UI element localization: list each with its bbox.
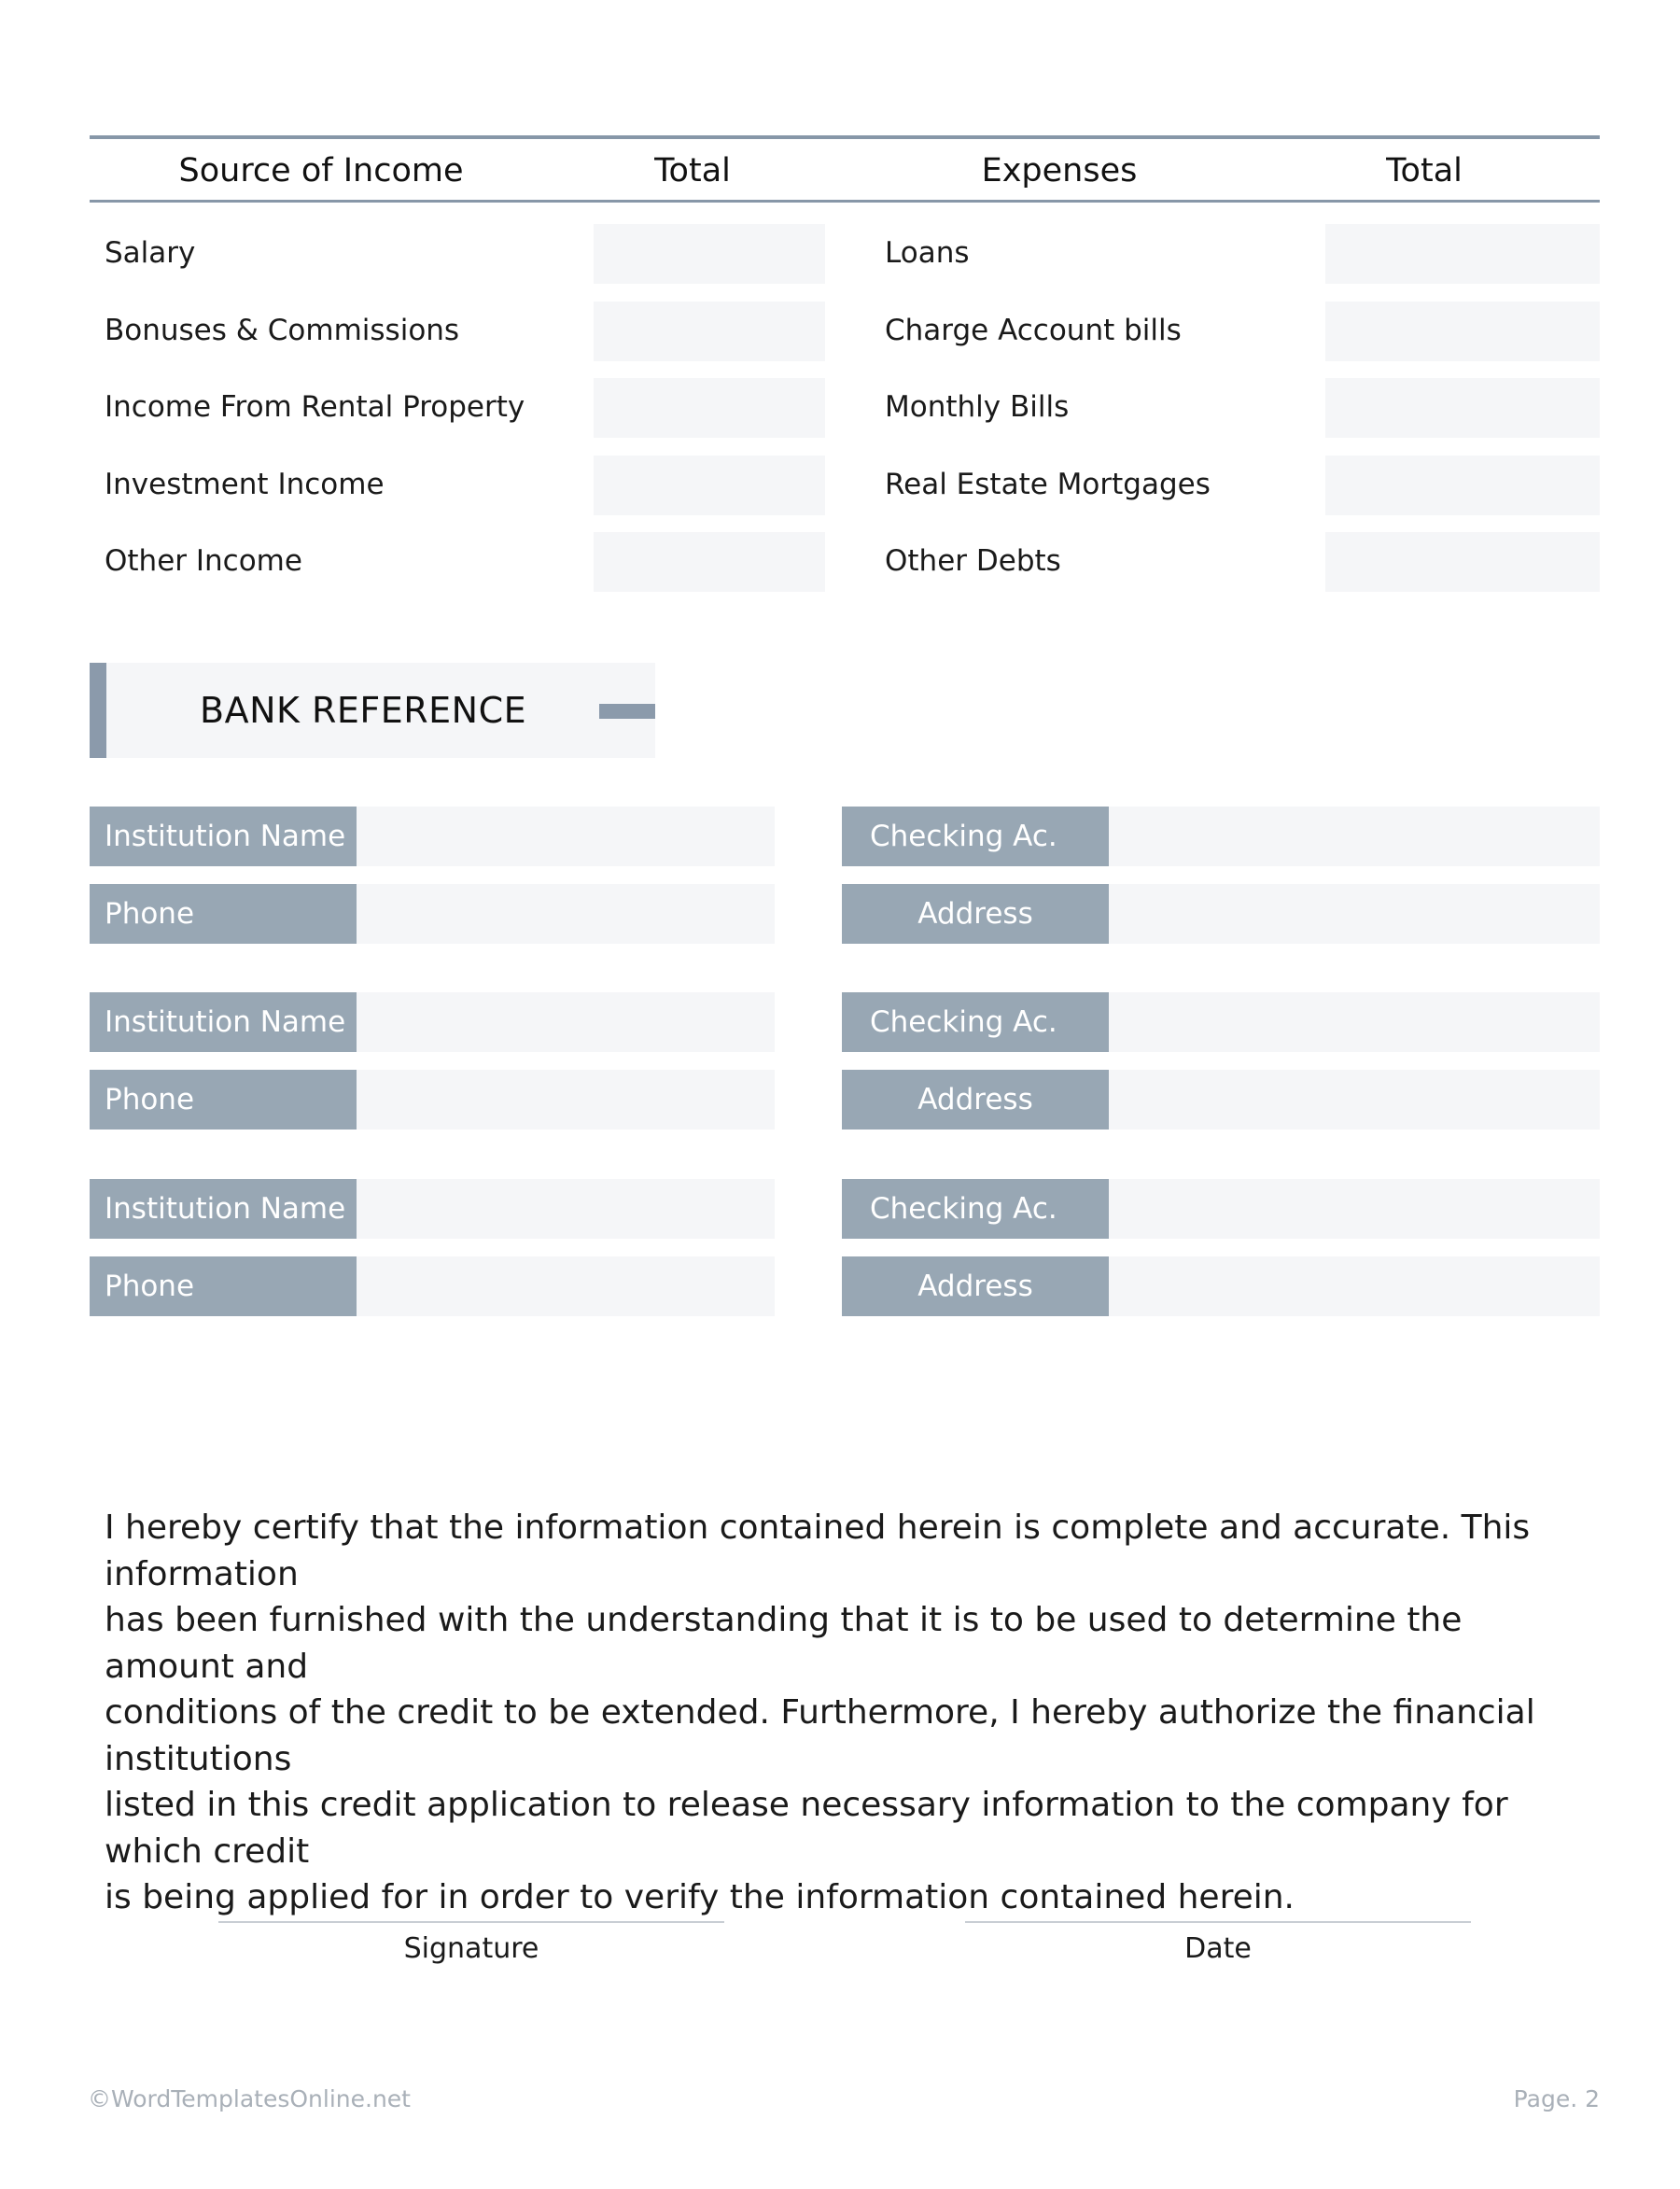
footer-page-number: Page. 2 [1513, 2085, 1600, 2112]
header-income-total: Total [654, 152, 731, 189]
certification-line: I hereby certify that the information contained herein is complete and accurate. This information [105, 1508, 1531, 1593]
expense-total-field-monthly-bills[interactable] [1325, 378, 1600, 438]
phone-label: Phone [90, 884, 357, 944]
checking-account-field[interactable] [1109, 807, 1600, 866]
bank-reference-accent-bar [90, 663, 106, 758]
institution-name-field[interactable] [357, 1179, 775, 1239]
table-header-rule [90, 200, 1600, 203]
institution-name-label: Institution Name [90, 1179, 357, 1239]
institution-name-field[interactable] [357, 807, 775, 866]
expense-label-other-debts: Other Debts [885, 544, 1061, 578]
income-label-investment: Investment Income [105, 468, 385, 501]
expense-total-field-other-debts[interactable] [1325, 532, 1600, 592]
header-source-of-income: Source of Income [178, 152, 464, 189]
checking-account-label: Checking Ac. [842, 992, 1109, 1052]
phone-field[interactable] [357, 884, 775, 944]
institution-name-field[interactable] [357, 992, 775, 1052]
address-label: Address [842, 1256, 1109, 1316]
expense-label-charge-account: Charge Account bills [885, 314, 1182, 347]
checking-account-label: Checking Ac. [842, 1179, 1109, 1239]
certification-line: listed in this credit application to release necessary information to the company for which credit [105, 1786, 1508, 1871]
address-field[interactable] [1109, 1256, 1600, 1316]
certification-line: is being applied for in order to verify the information contained herein. [105, 1878, 1295, 1916]
checking-account-field[interactable] [1109, 992, 1600, 1052]
date-label: Date [1184, 1932, 1252, 1965]
signature-label: Signature [403, 1932, 539, 1965]
date-line[interactable] [965, 1921, 1471, 1923]
income-total-field-investment[interactable] [594, 456, 825, 515]
phone-field[interactable] [357, 1070, 775, 1130]
checking-account-field[interactable] [1109, 1179, 1600, 1239]
address-label: Address [842, 1070, 1109, 1130]
address-label: Address [842, 884, 1109, 944]
checking-account-label: Checking Ac. [842, 807, 1109, 866]
address-field[interactable] [1109, 1070, 1600, 1130]
header-expenses-total: Total [1386, 152, 1463, 189]
phone-field[interactable] [357, 1256, 775, 1316]
certification-line: has been furnished with the understanding that it is to be used to determine the amount and [105, 1601, 1463, 1686]
certification-line: conditions of the credit to be extended. Furthermore, I hereby authorize the financial institutions [105, 1693, 1535, 1778]
income-total-field-bonuses[interactable] [594, 302, 825, 361]
income-label-bonuses: Bonuses & Commissions [105, 314, 460, 347]
expense-total-field-loans[interactable] [1325, 224, 1600, 284]
income-label-other: Other Income [105, 544, 302, 578]
expense-total-field-charge-account[interactable] [1325, 302, 1600, 361]
header-expenses: Expenses [981, 152, 1138, 189]
phone-label: Phone [90, 1256, 357, 1316]
signature-line[interactable] [218, 1921, 724, 1923]
income-label-salary: Salary [105, 236, 196, 270]
income-total-field-salary[interactable] [594, 224, 825, 284]
expense-label-loans: Loans [885, 236, 970, 270]
certification-statement [105, 1505, 1598, 1921]
footer-copyright: ©WordTemplatesOnline.net [88, 2085, 411, 2112]
income-total-field-other[interactable] [594, 532, 825, 592]
expense-label-monthly-bills: Monthly Bills [885, 390, 1070, 424]
bank-reference-dash [599, 704, 655, 719]
income-label-rental: Income From Rental Property [105, 390, 525, 424]
institution-name-label: Institution Name [90, 807, 357, 866]
income-total-field-rental[interactable] [594, 378, 825, 438]
expense-label-mortgages: Real Estate Mortgages [885, 468, 1211, 501]
bank-reference-title: BANK REFERENCE [200, 690, 527, 731]
table-top-rule [90, 135, 1600, 139]
phone-label: Phone [90, 1070, 357, 1130]
address-field[interactable] [1109, 884, 1600, 944]
institution-name-label: Institution Name [90, 992, 357, 1052]
expense-total-field-mortgages[interactable] [1325, 456, 1600, 515]
